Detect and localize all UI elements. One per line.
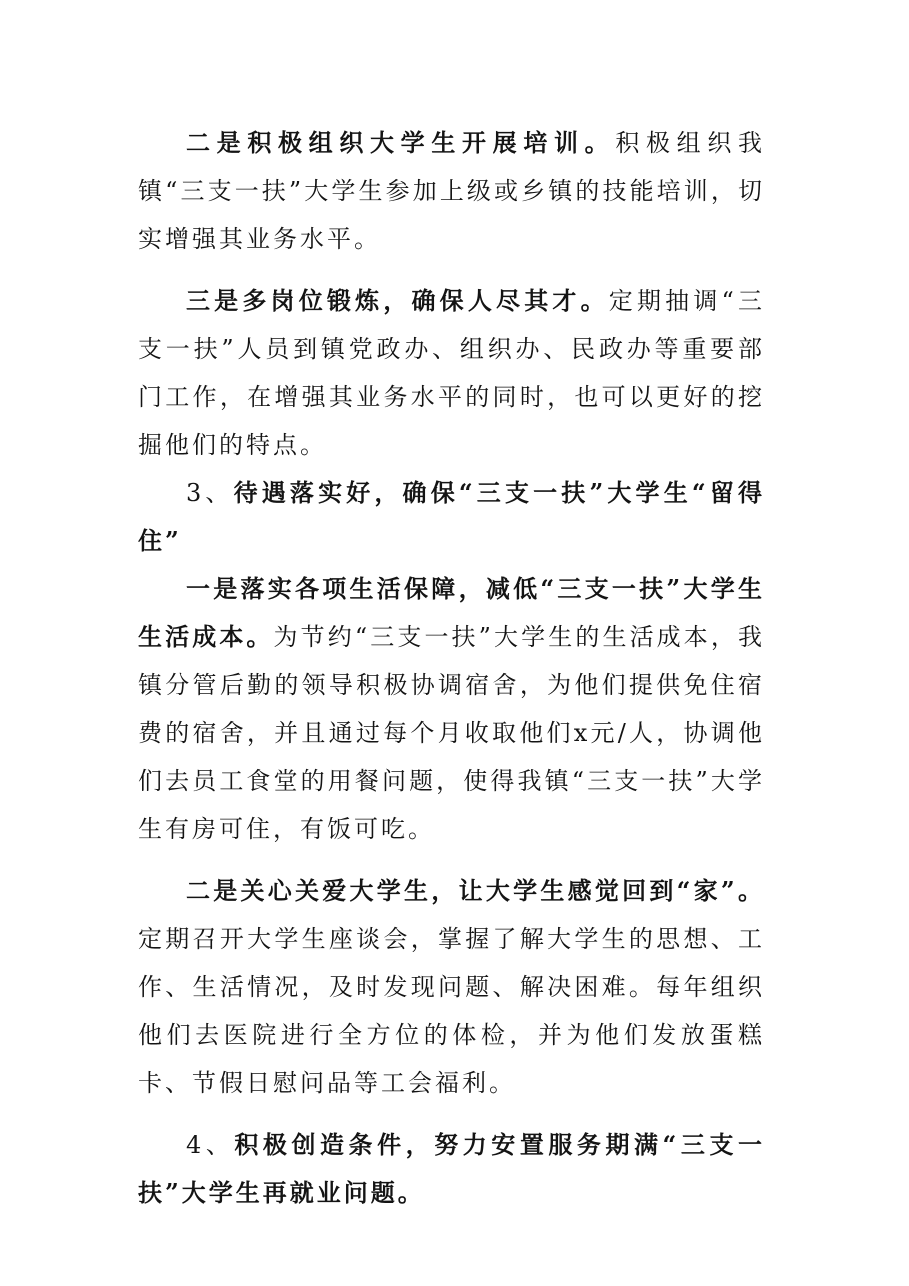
paragraph-training: [138, 119, 765, 263]
paragraph-rotation: [138, 277, 765, 469]
paragraph-heading: 三是多岗位锻炼，确保人尽其才。: [186, 286, 609, 315]
paragraph-heading: 一是落实各项生活保障，减低“三支一扶”大学生生活成本。: [138, 574, 765, 651]
paragraph-text: 为节约“三支一扶”大学生的生活成本，我镇分管后勤的领导积极协调宿舍，为他们提供免住宿费的宿舍，并且通过每个月收取他们x元/人，协调他们去员工食堂的用餐问题，使得我镇“三支一扶”大学生有房可住，有饭可吃。: [138, 623, 766, 843]
section-number: 3、: [186, 479, 234, 507]
section-heading-4: [138, 1121, 765, 1217]
section-title: 待遇落实好，确保“三支一扶”大学生“留得住”: [138, 478, 765, 555]
paragraph-text: 定期召开大学生座谈会，掌握了解大学生的思想、工作、生活情况，及时发现问题、解决困难。每年组织他们去医院进行全方位的体检，并为他们发放蛋糕卡、节假日慰问品等工会福利。: [138, 925, 765, 1097]
paragraph-text: 积极组织我镇“三支一扶”大学生参加上级或乡镇的技能培训，切实增强其业务水平。: [138, 129, 766, 253]
paragraph-text: 定期抽调“三支一扶”人员到镇党政办、组织办、民政办等重要部门工作，在增强其业务水平的同时，也可以更好的挖掘他们的特点。: [138, 287, 765, 459]
section-title: 积极创造条件，努力安置服务期满“三支一扶”大学生再就业问题。: [138, 1130, 765, 1207]
section-heading-3: [138, 469, 765, 565]
paragraph-living-support: [138, 565, 765, 853]
section-number: 4、: [186, 1131, 235, 1159]
paragraph-care: [138, 867, 765, 1107]
document-body: [138, 119, 765, 1217]
paragraph-heading: 二是关心关爱大学生，让大学生感觉回到“家”。: [186, 876, 765, 905]
paragraph-heading: 二是积极组织大学生开展培训。: [186, 128, 616, 157]
